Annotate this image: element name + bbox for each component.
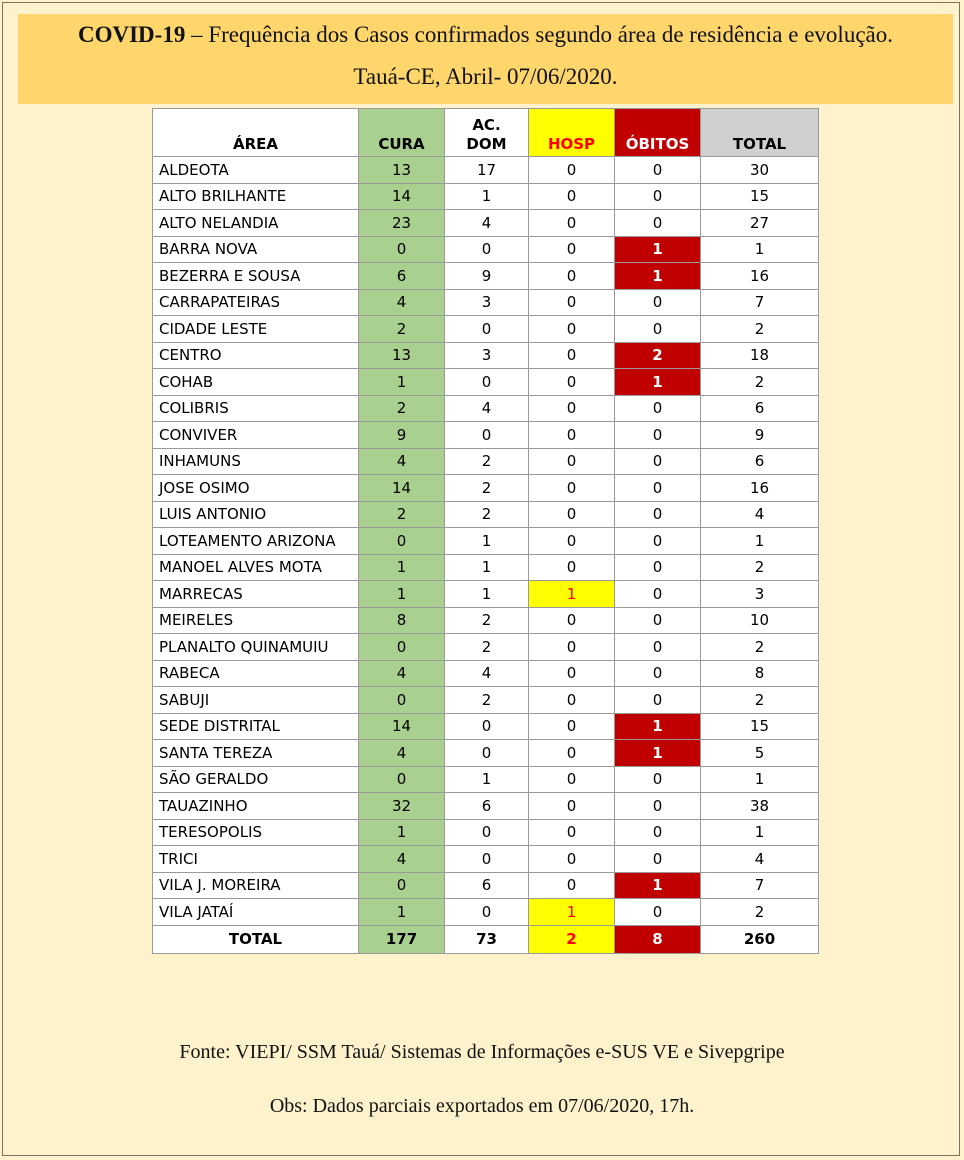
cell-obitos: 0: [615, 766, 701, 793]
cell-total: 4: [701, 501, 819, 528]
cell-obitos: 0: [615, 819, 701, 846]
table-row: [153, 793, 819, 820]
cell-total: 9: [701, 422, 819, 449]
cell-acdom: 0: [445, 713, 529, 740]
cell-acdom: 0: [445, 236, 529, 263]
obs-note: Obs: Dados parciais exportados em 07/06/2020, 17h.: [269, 1095, 695, 1117]
cell-area: INHAMUNS: [153, 448, 359, 475]
cell-area: PLANALTO QUINAMUIU: [153, 634, 359, 661]
table-row: [153, 660, 819, 687]
cell-total: 2: [701, 554, 819, 581]
total-cura: 177: [359, 925, 445, 953]
cell-total: 2: [701, 369, 819, 396]
cell-hosp: 0: [529, 448, 615, 475]
cell-area: CENTRO: [153, 342, 359, 369]
cell-obitos: 0: [615, 581, 701, 608]
cell-obitos: 2: [615, 342, 701, 369]
table-row: [153, 766, 819, 793]
cell-acdom: 17: [445, 157, 529, 184]
cell-acdom: 0: [445, 740, 529, 767]
cell-cura: 14: [359, 183, 445, 210]
header-acdom: [445, 109, 529, 157]
cell-area: CARRAPATEIRAS: [153, 289, 359, 316]
cell-hosp: 0: [529, 210, 615, 237]
cases-table: [152, 108, 819, 954]
cell-cura: 13: [359, 157, 445, 184]
cell-total: 5: [701, 740, 819, 767]
cell-obitos: 0: [615, 289, 701, 316]
cell-obitos: 1: [615, 236, 701, 263]
cell-area: ALTO NELANDIA: [153, 210, 359, 237]
cell-cura: 0: [359, 766, 445, 793]
cell-hosp: 0: [529, 263, 615, 290]
total-obitos: 8: [615, 925, 701, 953]
cell-acdom: 1: [445, 766, 529, 793]
cell-hosp: 0: [529, 342, 615, 369]
table-row: [153, 634, 819, 661]
cell-acdom: 1: [445, 528, 529, 555]
cell-obitos: 0: [615, 607, 701, 634]
cell-obitos: 0: [615, 528, 701, 555]
cell-total: 2: [701, 687, 819, 714]
cell-hosp: 0: [529, 157, 615, 184]
cell-acdom: 6: [445, 872, 529, 899]
table-row: [153, 687, 819, 714]
table-row: [153, 289, 819, 316]
table-row: [153, 713, 819, 740]
cell-acdom: 4: [445, 395, 529, 422]
cell-area: ALDEOTA: [153, 157, 359, 184]
cell-cura: 0: [359, 687, 445, 714]
header-cura: CURA: [359, 109, 445, 157]
cell-total: 15: [701, 713, 819, 740]
cell-obitos: 0: [615, 475, 701, 502]
table-row: [153, 475, 819, 502]
cell-cura: 1: [359, 369, 445, 396]
cell-acdom: 0: [445, 899, 529, 926]
cell-area: VILA J. MOREIRA: [153, 872, 359, 899]
cell-hosp: 0: [529, 819, 615, 846]
cell-obitos: 1: [615, 872, 701, 899]
table-row: [153, 263, 819, 290]
cell-area: BARRA NOVA: [153, 236, 359, 263]
cell-area: CONVIVER: [153, 422, 359, 449]
table-row: [153, 554, 819, 581]
cell-acdom: 4: [445, 660, 529, 687]
cell-area: MEIRELES: [153, 607, 359, 634]
cell-obitos: 0: [615, 395, 701, 422]
cell-area: TRICI: [153, 846, 359, 873]
cell-obitos: 0: [615, 157, 701, 184]
cell-area: SANTA TEREZA: [153, 740, 359, 767]
cell-total: 2: [701, 899, 819, 926]
table-row: [153, 528, 819, 555]
table-row: [153, 342, 819, 369]
totals-row: [153, 925, 819, 953]
cell-cura: 4: [359, 289, 445, 316]
table-row: [153, 501, 819, 528]
cell-hosp: 0: [529, 846, 615, 873]
cell-area: MANOEL ALVES MOTA: [153, 554, 359, 581]
cell-hosp: 0: [529, 369, 615, 396]
cell-total: 16: [701, 263, 819, 290]
table-row: [153, 157, 819, 184]
cell-acdom: 3: [445, 289, 529, 316]
cell-cura: 2: [359, 316, 445, 343]
table-row: [153, 316, 819, 343]
cell-obitos: 0: [615, 687, 701, 714]
cell-area: RABECA: [153, 660, 359, 687]
source-note: Fonte: VIEPI/ SSM Tauá/ Sistemas de Informações e-SUS VE e Sivepgripe: [179, 1041, 785, 1063]
header-area: ÁREA: [153, 109, 359, 157]
cell-cura: 1: [359, 899, 445, 926]
header-acdom-line2: DOM: [466, 135, 507, 153]
cell-cura: 0: [359, 634, 445, 661]
cell-cura: 2: [359, 501, 445, 528]
cell-hosp: 0: [529, 501, 615, 528]
cell-area: ALTO BRILHANTE: [153, 183, 359, 210]
table-row: [153, 210, 819, 237]
cell-cura: 13: [359, 342, 445, 369]
cell-cura: 0: [359, 872, 445, 899]
table-row: [153, 740, 819, 767]
cell-total: 1: [701, 236, 819, 263]
cell-cura: 0: [359, 528, 445, 555]
cell-total: 2: [701, 316, 819, 343]
table-body: [153, 157, 819, 954]
cell-acdom: 2: [445, 634, 529, 661]
cell-area: MARRECAS: [153, 581, 359, 608]
cell-obitos: 0: [615, 448, 701, 475]
cell-area: VILA JATAÍ: [153, 899, 359, 926]
cell-cura: 32: [359, 793, 445, 820]
cell-cura: 14: [359, 475, 445, 502]
cell-total: 30: [701, 157, 819, 184]
cell-hosp: 0: [529, 316, 615, 343]
table-row: [153, 369, 819, 396]
cell-acdom: 1: [445, 554, 529, 581]
cell-hosp: 0: [529, 528, 615, 555]
cell-total: 1: [701, 528, 819, 555]
cell-hosp: 0: [529, 183, 615, 210]
cell-acdom: 0: [445, 316, 529, 343]
total-total: 260: [701, 925, 819, 953]
page-title: [18, 22, 953, 48]
cell-hosp: 0: [529, 713, 615, 740]
header-acdom-line1: AC.: [472, 116, 501, 134]
table-row: [153, 819, 819, 846]
title-banner: [18, 14, 953, 104]
table-row: [153, 872, 819, 899]
cell-acdom: 4: [445, 210, 529, 237]
cell-area: SÃO GERALDO: [153, 766, 359, 793]
cell-cura: 4: [359, 660, 445, 687]
table-row: [153, 448, 819, 475]
cell-total: 6: [701, 448, 819, 475]
cell-area: COLIBRIS: [153, 395, 359, 422]
cell-acdom: 2: [445, 475, 529, 502]
title-rest: – Frequência dos Casos confirmados segundo área de residência e evolução.: [185, 22, 893, 47]
page-subtitle: Tauá-CE, Abril- 07/06/2020.: [353, 64, 618, 89]
cell-acdom: 9: [445, 263, 529, 290]
table-row: [153, 395, 819, 422]
cell-total: 7: [701, 289, 819, 316]
total-acdom: 73: [445, 925, 529, 953]
cell-obitos: 1: [615, 740, 701, 767]
cell-acdom: 1: [445, 183, 529, 210]
cell-hosp: 1: [529, 581, 615, 608]
cell-obitos: 0: [615, 316, 701, 343]
cell-cura: 0: [359, 236, 445, 263]
cell-hosp: 0: [529, 634, 615, 661]
cell-obitos: 1: [615, 713, 701, 740]
cell-total: 27: [701, 210, 819, 237]
cell-hosp: 0: [529, 872, 615, 899]
cell-obitos: 0: [615, 899, 701, 926]
cell-acdom: 2: [445, 501, 529, 528]
cell-hosp: 0: [529, 422, 615, 449]
cell-acdom: 1: [445, 581, 529, 608]
cell-area: SEDE DISTRITAL: [153, 713, 359, 740]
cell-cura: 4: [359, 846, 445, 873]
cell-area: COHAB: [153, 369, 359, 396]
cell-hosp: 0: [529, 607, 615, 634]
cell-total: 1: [701, 819, 819, 846]
total-hosp: 2: [529, 925, 615, 953]
cell-cura: 4: [359, 448, 445, 475]
cell-obitos: 0: [615, 422, 701, 449]
cell-hosp: 0: [529, 236, 615, 263]
table-row: [153, 183, 819, 210]
cell-hosp: 0: [529, 289, 615, 316]
total-area: TOTAL: [153, 925, 359, 953]
cell-total: 8: [701, 660, 819, 687]
cell-cura: 4: [359, 740, 445, 767]
cell-obitos: 1: [615, 369, 701, 396]
cell-hosp: 0: [529, 740, 615, 767]
cell-total: 18: [701, 342, 819, 369]
cell-acdom: 2: [445, 607, 529, 634]
header-total: TOTAL: [701, 109, 819, 157]
cell-acdom: 6: [445, 793, 529, 820]
cell-acdom: 0: [445, 422, 529, 449]
cell-cura: 9: [359, 422, 445, 449]
cell-cura: 23: [359, 210, 445, 237]
cell-area: LOTEAMENTO ARIZONA: [153, 528, 359, 555]
table-row: [153, 422, 819, 449]
cell-total: 1: [701, 766, 819, 793]
cell-area: JOSE OSIMO: [153, 475, 359, 502]
table-row: [153, 581, 819, 608]
cell-obitos: 0: [615, 793, 701, 820]
cell-total: 3: [701, 581, 819, 608]
cell-acdom: 0: [445, 369, 529, 396]
cell-cura: 8: [359, 607, 445, 634]
cell-hosp: 0: [529, 793, 615, 820]
cell-obitos: 0: [615, 210, 701, 237]
cell-obitos: 0: [615, 634, 701, 661]
cell-area: TERESOPOLIS: [153, 819, 359, 846]
table-row: [153, 236, 819, 263]
cell-cura: 6: [359, 263, 445, 290]
cell-area: SABUJI: [153, 687, 359, 714]
cell-hosp: 0: [529, 475, 615, 502]
cell-total: 4: [701, 846, 819, 873]
table-row: [153, 899, 819, 926]
cell-area: TAUAZINHO: [153, 793, 359, 820]
cell-cura: 1: [359, 554, 445, 581]
cell-acdom: 3: [445, 342, 529, 369]
cell-acdom: 0: [445, 846, 529, 873]
cell-obitos: 0: [615, 183, 701, 210]
cell-hosp: 0: [529, 766, 615, 793]
cell-acdom: 0: [445, 819, 529, 846]
title-bold: COVID-19: [78, 22, 186, 47]
cell-obitos: 0: [615, 660, 701, 687]
table-row: [153, 607, 819, 634]
cell-hosp: 0: [529, 660, 615, 687]
table-header-row: [153, 109, 819, 157]
cell-total: 16: [701, 475, 819, 502]
cell-hosp: 0: [529, 687, 615, 714]
header-hosp: HOSP: [529, 109, 615, 157]
cell-total: 2: [701, 634, 819, 661]
table-row: [153, 846, 819, 873]
cell-total: 7: [701, 872, 819, 899]
cell-total: 38: [701, 793, 819, 820]
cell-obitos: 1: [615, 263, 701, 290]
cell-cura: 1: [359, 819, 445, 846]
cell-hosp: 0: [529, 554, 615, 581]
cell-cura: 2: [359, 395, 445, 422]
cell-total: 10: [701, 607, 819, 634]
cell-hosp: 0: [529, 395, 615, 422]
cell-obitos: 0: [615, 846, 701, 873]
cell-acdom: 2: [445, 687, 529, 714]
cell-obitos: 0: [615, 554, 701, 581]
cell-area: BEZERRA E SOUSA: [153, 263, 359, 290]
header-obitos: ÓBITOS: [615, 109, 701, 157]
cell-cura: 1: [359, 581, 445, 608]
cell-obitos: 0: [615, 501, 701, 528]
cell-area: CIDADE LESTE: [153, 316, 359, 343]
cell-hosp: 1: [529, 899, 615, 926]
cell-total: 15: [701, 183, 819, 210]
cell-cura: 14: [359, 713, 445, 740]
cell-area: LUIS ANTONIO: [153, 501, 359, 528]
cell-acdom: 2: [445, 448, 529, 475]
cell-total: 6: [701, 395, 819, 422]
